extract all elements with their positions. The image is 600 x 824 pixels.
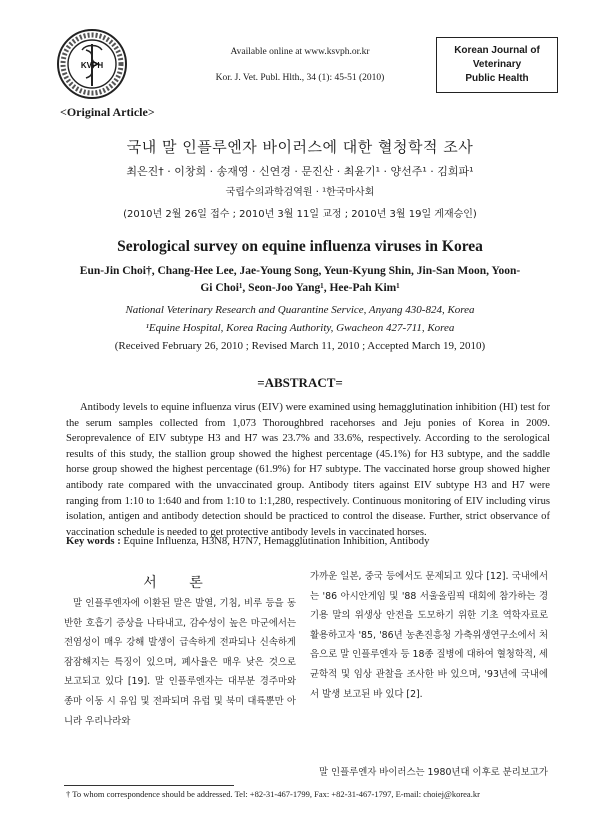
journal-name-line-1: Korean Journal of <box>454 45 540 56</box>
keywords <box>66 536 550 547</box>
correspondence-footnote: † To whom correspondence should be addressed. Tel: +82-31-467-1799, Fax: +82-31-467-1797, E-mail: choiej@korea.kr <box>66 789 480 799</box>
abstract-heading: =ABSTRACT= <box>257 375 343 390</box>
introduction-left-column: 말 인플루엔자에 이환된 말은 발열, 기침, 비루 등을 동반한 호흡기 증상을 나타내고, 감수성이 높은 마군에서는 전염성이 매우 강해 발생이 급속하게 전파되나 신속하게 잠잠해지는 특징이 있으며, 폐사율은 매우 낮은 것으로 보고되고 있다 [19]. 말 인플루엔자는 대부분 경주마와 종마 이동 시 유입 및 전파되며 유럽 및 북미 대륙뿐만 아니라 우리나라와 <box>64 598 296 727</box>
korean-affiliation: 국립수의과학검역원 · ¹한국마사회 <box>225 187 375 198</box>
abstract-body: Antibody levels to equine influenza virus (EIV) were examined using hemagglutination inhibition (HI) test for the serum samples collected from 1,073 Thoroughbred racehorses and Jeju ponies of Korea in 2009. Seroprevalence of EIV subtype H3 and H7 was 23.7% and 33.6%, respectively. According to the serological results of this study, the stallion group showed the highest percentage (45.1%) for H3 subtype, and the saddle horse group showed the highest percentage (61.9%) for H7 subtype. The vaccinated horse group showed higher antibody rate compared with the unvaccinated group. Antibody titers against EIV subtype H3 and H7 were ranging from 1:10 to 1:640 and from 1:10 to 1:1,280, respectively. Continuous monitoring of EIV including virus isolation, antigen and antibody detection should be practiced to control the disease. Further, strict observance of vaccination schedule is needed to get protective antibody levels in vaccinated horses. <box>66 402 550 538</box>
available-online-text: Available online at www.ksvph.or.kr <box>230 47 370 57</box>
journal-name-box <box>436 37 558 93</box>
korean-authors: 최은진† · 이창희 · 송재영 · 신연경 · 문진산 · 최윤기¹ · 양선주¹ · 김희파¹ <box>126 165 474 178</box>
english-title: Serological survey on equine influenza viruses in Korea <box>117 238 483 255</box>
journal-citation: Kor. J. Vet. Publ. Hlth., 34 (1): 45-51 (2010) <box>215 73 385 83</box>
keywords-list: Equine Influenza, H3N8, H7N7, Hemagglutination Inhibition, Antibody <box>123 536 430 547</box>
introduction-right-column-para-1: 가까운 일본, 중국 등에서도 문제되고 있다 [12]. 국내에서는 '86 아시안게임 및 '88 서울올림픽 대회에 참가하는 경기용 말의 위생상 안전을 도모하기 위한 기초 역학자료로 활용하고자 '85, '86년 농촌진흥청 가축위생연구소에서 처음으로 말 인플루엔자 등 18종 질병에 대하여 혈청학적, 세균학적 및 임상 관찰을 조사한 바 있으며, '93년에 국내에서 발생 보고된 바 있다 [2]. <box>310 571 548 700</box>
introduction-heading: 서 론 <box>143 575 217 591</box>
korean-dates: (2010년 2월 26일 접수 ; 2010년 3월 11일 교정 ; 2010년 3월 19일 게재승인) <box>123 209 477 220</box>
korean-title: 국내 말 인플루엔자 바이러스에 대한 혈청학적 조사 <box>126 138 474 156</box>
keywords-label: Key words : <box>66 536 121 547</box>
seal-text: KVPH <box>80 61 104 70</box>
seal-icon <box>56 28 128 100</box>
english-affiliation-1: National Veterinary Research and Quarantine Service, Anyang 430-824, Korea <box>125 304 475 316</box>
journal-name-line-2: Veterinary <box>472 59 522 70</box>
english-authors: Eun-Jin Choi†, Chang-Hee Lee, Jae-Young Song, Yeun-Kyung Shin, Jin-San Moon, Yoon-Gi Choi¹, Seon-Joo Yang¹, Hee-Pah Kim¹ <box>79 265 521 294</box>
journal-name-line-3: Public Health <box>465 73 529 84</box>
footnote-divider <box>64 785 234 786</box>
journal-seal-logo <box>56 28 128 100</box>
english-affiliation-2: ¹Equine Hospital, Korea Racing Authority, Gwacheon 427-711, Korea <box>145 322 455 334</box>
article-type-label: <Original Article> <box>60 105 155 119</box>
introduction-right-column-para-2: 말 인플루엔자 바이러스는 1980년대 이후로 분리보고가 <box>319 767 548 778</box>
english-dates: (Received February 26, 2010 ; Revised March 11, 2010 ; Accepted March 19, 2010) <box>114 340 486 352</box>
